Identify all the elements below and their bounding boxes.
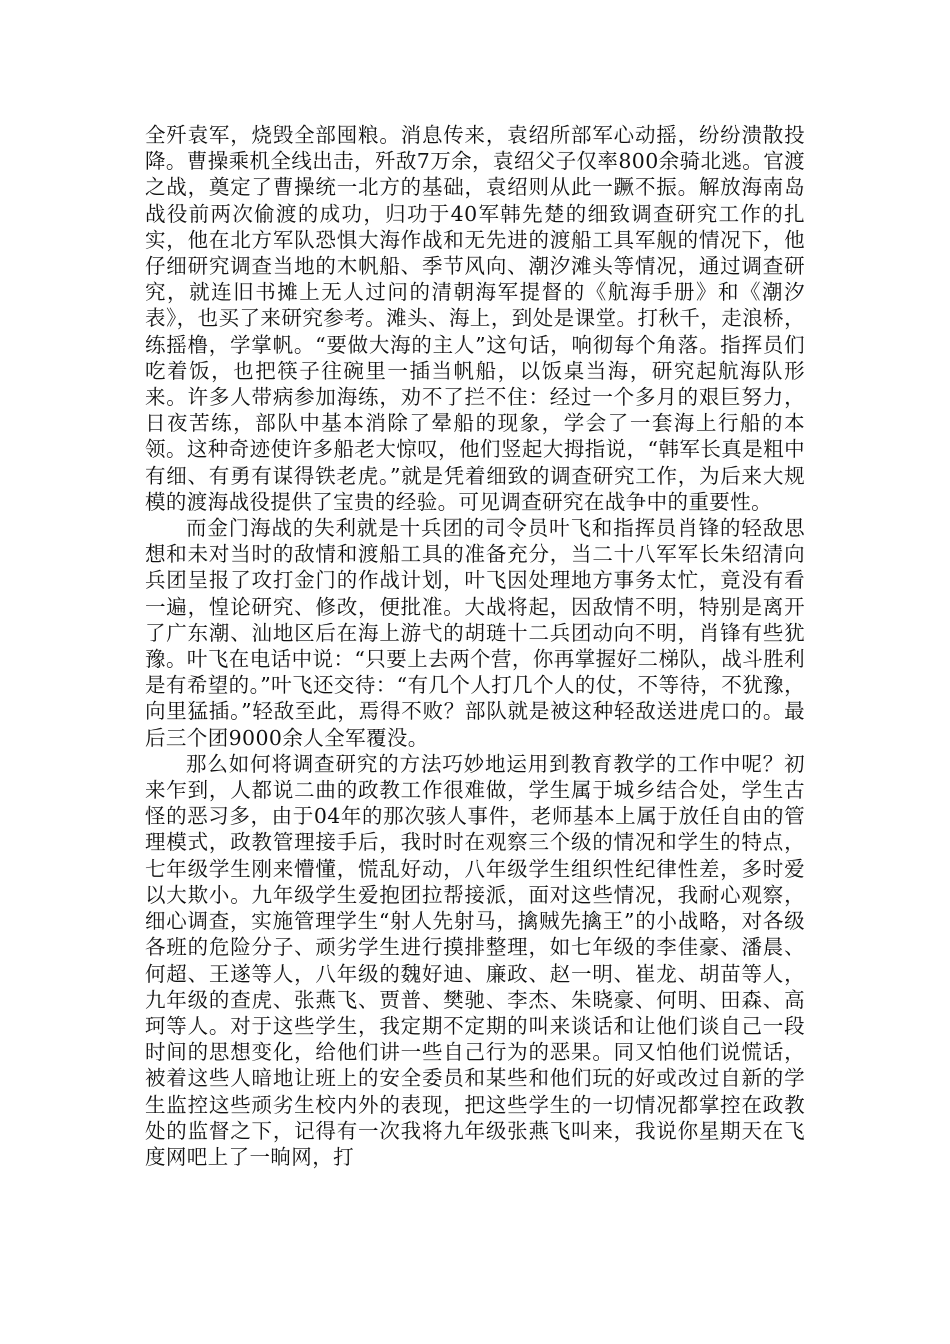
paragraph-continued: 全歼袁军，烧毁全部囤粮。消息传来，袁绍所部军心动摇，纷纷溃散投降。曹操乘机全线出击，歼敌7万余，袁绍父子仅率800余骑北逃。官渡之战，奠定了曹操统一北方的基础，袁绍则从此一蹶不振。解放海南岛战役前两次偷渡的成功，归功于40军韩先楚的细致调查研究工作的扎实，他在北方军队恐惧大海作战和无先进的渡船工具军舰的情况下，他仔细研究调查当地的木帆船、季节风向、潮汐滩头等情况，通过调查研究，就连旧书摊上无人过问的清朝海军提督的《航海手册》和《潮汐表》，也买了来研究参考。滩头、海上，到处是课堂。打秋千，走浪桥，练摇橹，学掌帆。“要做大海的主人”这句话，响彻每个角落。指挥员们吃着饭，也把筷子往碗里一插当帆船，以饭桌当海，研究起航海队形来。许多人带病参加海练，劝不了拦不住：经过一个多月的艰巨努力，日夜苦练，部队中基本消除了晕船的现象，学会了一套海上行船的本领。这种奇迹使许多船老大惊叹，他们竖起大拇指说，“韩军长真是粗中有细、有勇有谋得铁老虎。”就是凭着细致的调查研究工作，为后来大规模的渡海战役提供了宝贵的经验。可见调查研究在战争中的重要性。 [145, 123, 805, 514]
paragraph-jinmen-battle: 而金门海战的失利就是十兵团的司令员叶飞和指挥员肖锋的轻敌思想和未对当时的敌情和渡船工具的准备充分，当二十八军军长朱绍清向兵团呈报了攻打金门的作战计划，叶飞因处理地方事务太忙，竟没有看一遍，惶论研究、修改，便批准。大战将起，因敌情不明，特别是离开了广东潮、汕地区后在海上游弋的胡琏十二兵团动向不明，肖锋有些犹豫。叶飞在电话中说：“只要上去两个营，你再掌握好二梯队，战斗胜利是有希望的。”叶飞还交待：“有几个人打几个人的仗，不等待，不犹豫，向里猛插。”轻敌至此，焉得不败？部队就是被这种轻敌送进虎口的。最后三个团9000余人全军覆没。 [145, 516, 805, 750]
body-text [145, 122, 805, 1170]
paragraph-education-application: 那么如何将调查研究的方法巧妙地运用到教育教学的工作中呢？初来乍到，人都说二曲的政教工作很难做，学生属于城乡结合处，学生古怪的恶习多，由于04年的那次骇人事件，老师基本上属于放任自由的管理模式，政教管理接手后，我时时在观察三个级的情况和学生的特点，七年级学生刚来懵懂，慌乱好动，八年级学生组织性纪律性差，多时爱以大欺小。九年级学生爱抱团拉帮接派，面对这些情况，我耐心观察，细心调查，实施管理学生“射人先射马，擒贼先擒王”的小战略，对各级各班的危险分子、顽劣学生进行摸排整理，如七年级的李佳豪、潘晨、何超、王遂等人，八年级的魏好迪、廉政、赵一明、崔龙、胡苗等人，九年级的查虎、张燕飞、贾普、樊驰、李杰、朱晓豪、何明、田森、高珂等人。对于这些学生，我定期不定期的叫来谈话和让他们谈自己一段时间的思想变化，给他们讲一些自己行为的恶果。同又怕他们说慌话，被着这些人暗地让班上的安全委员和某些和他们玩的好或改过自新的学生监控这些顽劣生校内外的表现，把这些学生的一切情况都掌控在政教处的监督之下，记得有一次我将九年级张燕飞叫来，我说你星期天在飞度网吧上了一晌网，打 [145, 751, 805, 1169]
